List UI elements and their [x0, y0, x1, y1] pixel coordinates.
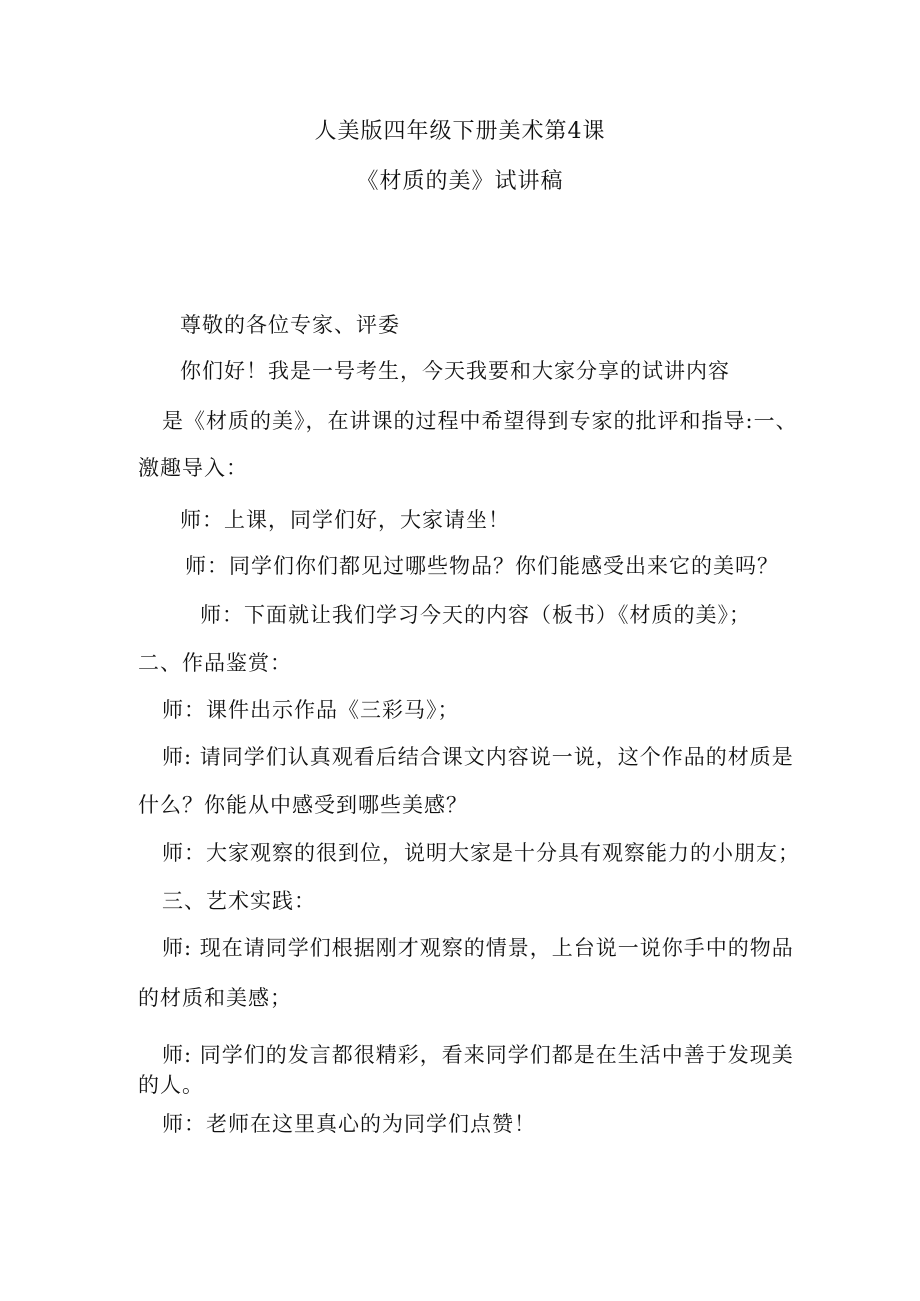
paragraph-teacher-9: 师：老师在这里真心的为同学们点赞！ — [162, 1112, 536, 1136]
section-heading-3: 三、艺术实践： — [162, 889, 316, 913]
paragraph-teacher-7: 师: 现在请同学们根据刚才观察的情景，上台说一说你手中的物品 — [162, 936, 794, 960]
paragraph-teacher-4: 师：课件出示作品《三彩马》； — [162, 698, 460, 722]
paragraph-greeting: 尊敬的各位专家、评委 — [180, 313, 400, 337]
paragraph-teacher-3: 师：下面就让我们学习今天的内容（板书）《材质的美》； — [200, 603, 751, 627]
paragraph-teacher-1: 师：上课，同学们好，大家请坐！ — [180, 508, 510, 532]
paragraph-teacher-5-cont: 什么？你能从中感受到哪些美感？ — [138, 793, 468, 817]
paragraph-intro: 你们好！我是一号考生，今天我要和大家分享的试讲内容 — [180, 359, 730, 383]
section-heading-1: 激趣导入： — [138, 456, 248, 480]
paragraph-teacher-7-cont: 的材质和美感； — [138, 986, 292, 1010]
paragraph-teacher-5: 师: 请同学们认真观看后结合课文内容说一说，这个作品的材质是 — [162, 745, 794, 769]
paragraph-intro-cont: 是《材质的美》，在讲课的过程中希望得到专家的批评和指导:一、 — [162, 409, 798, 433]
document-subtitle: 《材质的美》试讲稿 — [356, 169, 564, 194]
paragraph-teacher-6: 师：大家观察的很到位，说明大家是十分具有观察能力的小朋友； — [162, 841, 800, 865]
paragraph-teacher-2: 师：同学们你们都见过哪些物品？你们能感受出来它的美吗？ — [185, 554, 779, 578]
section-heading-2: 二、作品鉴赏： — [138, 651, 292, 675]
paragraph-teacher-8-cont: 的人。 — [138, 1073, 204, 1097]
document-title: 人美版四年级下册美术第4课 — [314, 119, 606, 144]
paragraph-teacher-8: 师: 同学们的发言都很精彩，看来同学们都是在生活中善于发现美 — [162, 1043, 794, 1067]
